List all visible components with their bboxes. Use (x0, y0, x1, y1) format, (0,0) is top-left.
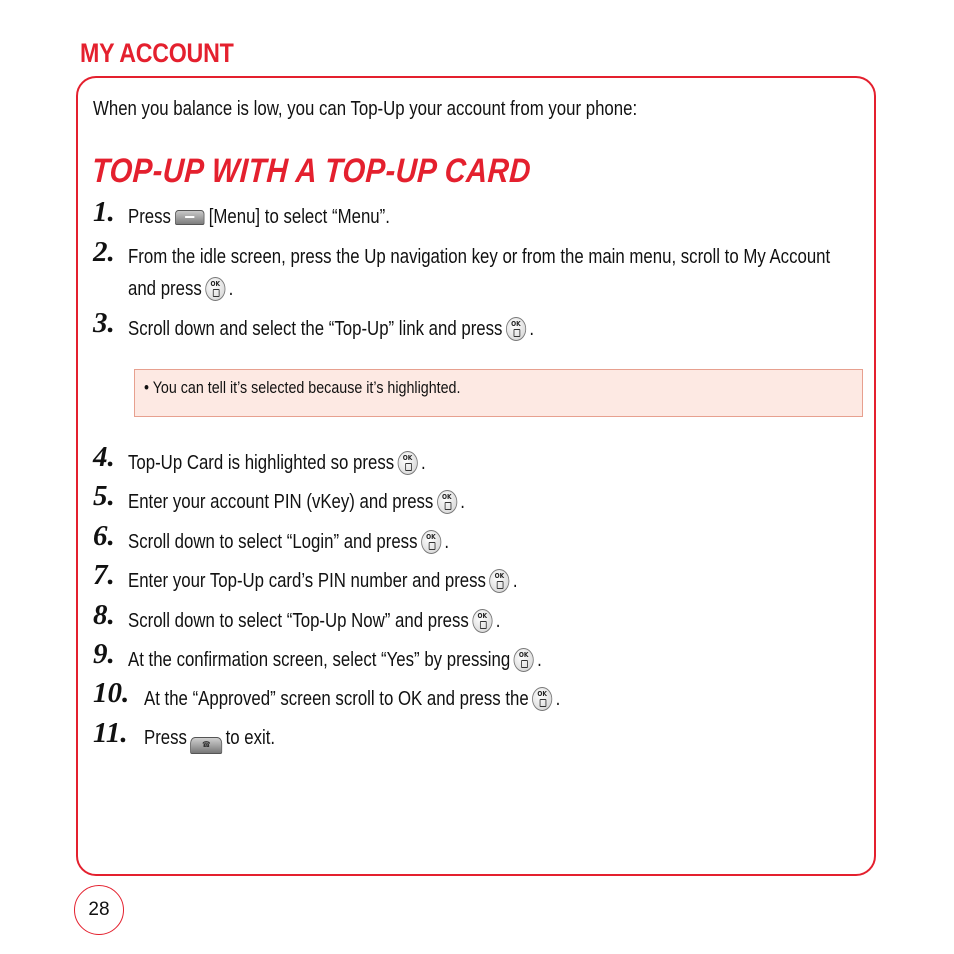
content-frame (76, 76, 876, 876)
step-number: 10. (93, 677, 130, 709)
step-text-before: At the confirmation screen, select “Yes” by pressing (128, 649, 511, 671)
step-text-before: Enter your account PIN (vKey) and press (128, 491, 434, 513)
step-text (128, 317, 534, 341)
step-text-after: . (228, 278, 234, 300)
step-number: 6. (93, 520, 115, 552)
page-number: 28 (74, 885, 124, 935)
step-text-before: Enter your Top-Up card’s PIN number and press (128, 570, 486, 592)
intro-text: When you balance is low, you can Top-Up your account from your phone: (93, 98, 638, 120)
step-text-line2 (128, 277, 233, 301)
step-number: 5. (93, 480, 115, 512)
ok-key-icon (437, 490, 457, 514)
ok-key-icon (506, 317, 526, 341)
step-number: 11. (93, 717, 128, 749)
note-text: • You can tell it’s selected because it’s highlighted. (144, 378, 461, 397)
step-text-before: Scroll down and select the “Top-Up” link and press (128, 318, 503, 340)
note-box (134, 369, 863, 417)
step-text-before: At the “Approved” screen scroll to OK and press the (144, 688, 529, 710)
ok-key-icon (514, 648, 534, 672)
ok-key-icon (489, 569, 509, 593)
step-text-after: . (529, 318, 535, 340)
ok-key-icon (397, 451, 417, 475)
step-text (128, 569, 518, 593)
section-title: MY ACCOUNT (80, 38, 234, 68)
step-text-before: and press (128, 278, 202, 300)
step-text-after: . (495, 610, 501, 632)
step-text (128, 451, 426, 475)
step-text-after: [Menu] to select “Menu”. (208, 206, 390, 228)
step-number: 1. (93, 196, 115, 228)
page-heading: TOP-UP WITH A TOP-UP CARD (90, 152, 533, 190)
step-text-before: Scroll down to select “Login” and press (128, 531, 418, 553)
step-text (144, 687, 560, 711)
step-text (128, 530, 449, 554)
step-text (128, 648, 542, 672)
step-number: 4. (93, 441, 115, 473)
ok-key-icon (421, 530, 441, 554)
step-text-before: Top-Up Card is highlighted so press (128, 452, 395, 474)
step-text-after: . (555, 688, 561, 710)
step-text-line1: From the idle screen, press the Up navigation key or from the main menu, scroll to My Account (128, 246, 831, 268)
ok-key-icon (472, 609, 492, 633)
ok-key-icon (532, 687, 552, 711)
step-text-after: . (537, 649, 542, 671)
step-text-before: Press (144, 727, 187, 749)
step-text (128, 609, 500, 633)
step-text-after: . (421, 452, 426, 474)
step-number: 7. (93, 559, 115, 591)
step-text-before: Press (128, 206, 171, 228)
step-text-after: to exit. (225, 727, 276, 749)
step-text-after: . (512, 570, 518, 592)
step-number: 8. (93, 599, 115, 631)
menu-key-icon (175, 210, 204, 225)
ok-key-icon (205, 277, 225, 301)
step-text-after: . (444, 531, 450, 553)
end-key-icon: ☎ (190, 737, 222, 754)
step-text (128, 490, 465, 514)
step-number: 3. (93, 307, 115, 339)
step-text (144, 727, 275, 754)
step-text-after: . (460, 491, 465, 513)
step-number: 2. (93, 236, 115, 268)
step-number: 9. (93, 638, 115, 670)
step-text (128, 206, 390, 229)
step-text-before: Scroll down to select “Top-Up Now” and press (128, 610, 469, 632)
